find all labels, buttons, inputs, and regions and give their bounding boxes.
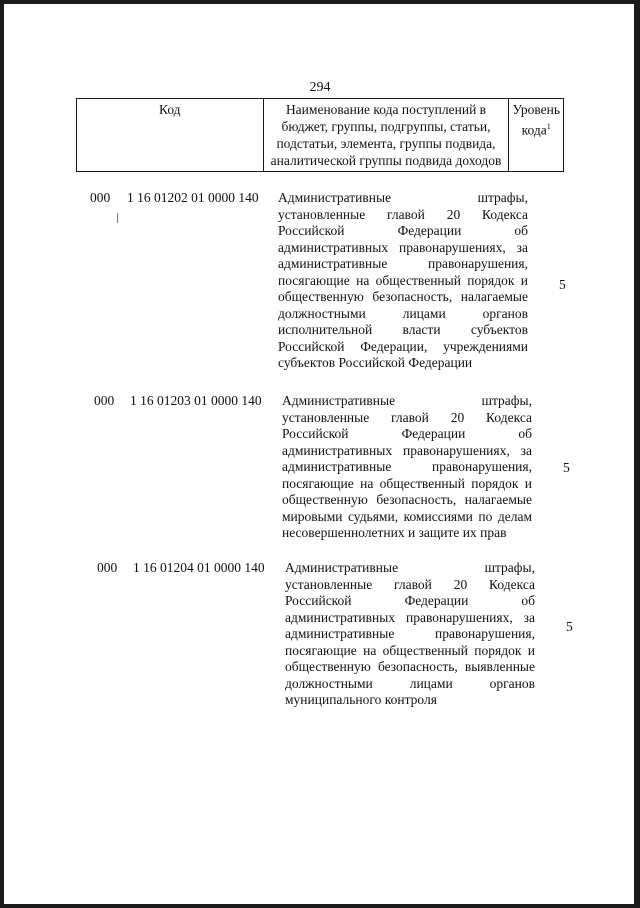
code-level: 5 bbox=[559, 277, 566, 292]
header-level-label: Уровень кода bbox=[512, 102, 560, 138]
header-level bbox=[509, 99, 564, 172]
scan-border-left bbox=[0, 0, 4, 908]
scan-border-top bbox=[0, 0, 640, 4]
header-name: Наименование кода поступлений в бюджет, группы, подгруппы, статьи, подстатьи, элемента, группы подвида, аналитической группы подвида доходов bbox=[263, 99, 509, 172]
footnote-marker: 1 bbox=[546, 122, 551, 131]
header-code: Код bbox=[77, 99, 264, 172]
scan-border-bottom bbox=[0, 904, 640, 908]
scan-mark bbox=[117, 213, 118, 223]
admin-code: 000 bbox=[97, 560, 118, 575]
row-description: Административные штрафы, установленные главой 20 Кодекса Российской Федерации об административных правонарушениях, за административные правонарушения, посягающие на общественный порядок и общественную безопасность, налагаемые мировыми судьями, комиссиями по делам несовершеннолетних и защите их прав bbox=[282, 393, 532, 540]
admin-code: 000 bbox=[90, 190, 111, 205]
code-level: 5 bbox=[563, 460, 570, 475]
code-level: 5 bbox=[566, 619, 573, 634]
table-header bbox=[76, 98, 564, 172]
admin-code: 000 bbox=[94, 393, 115, 408]
scan-border-right bbox=[634, 0, 640, 908]
budget-classification-code: 1 16 01203 01 0000 140 bbox=[130, 393, 262, 408]
budget-classification-code: 1 16 01204 01 0000 140 bbox=[133, 560, 265, 575]
page-number: 294 bbox=[309, 80, 331, 95]
row-description: Административные штрафы, установленные главой 20 Кодекса Российской Федерации об административных правонарушениях, за административные правонарушения, посягающие на общественный порядок и общественную безопасность, налагаемые должностными лицами органов исполнительной власти субъектов Российской Федерации, учреждениями субъектов Российской Федерации bbox=[278, 190, 528, 370]
row-description: Административные штрафы, установленные главой 20 Кодекса Российской Федерации об административных правонарушениях, за административные правонарушения, посягающие на общественный порядок и общественную безопасность, выявленные должностными лицами органов муниципального контроля bbox=[285, 560, 535, 707]
budget-classification-code: 1 16 01202 01 0000 140 bbox=[127, 190, 259, 205]
